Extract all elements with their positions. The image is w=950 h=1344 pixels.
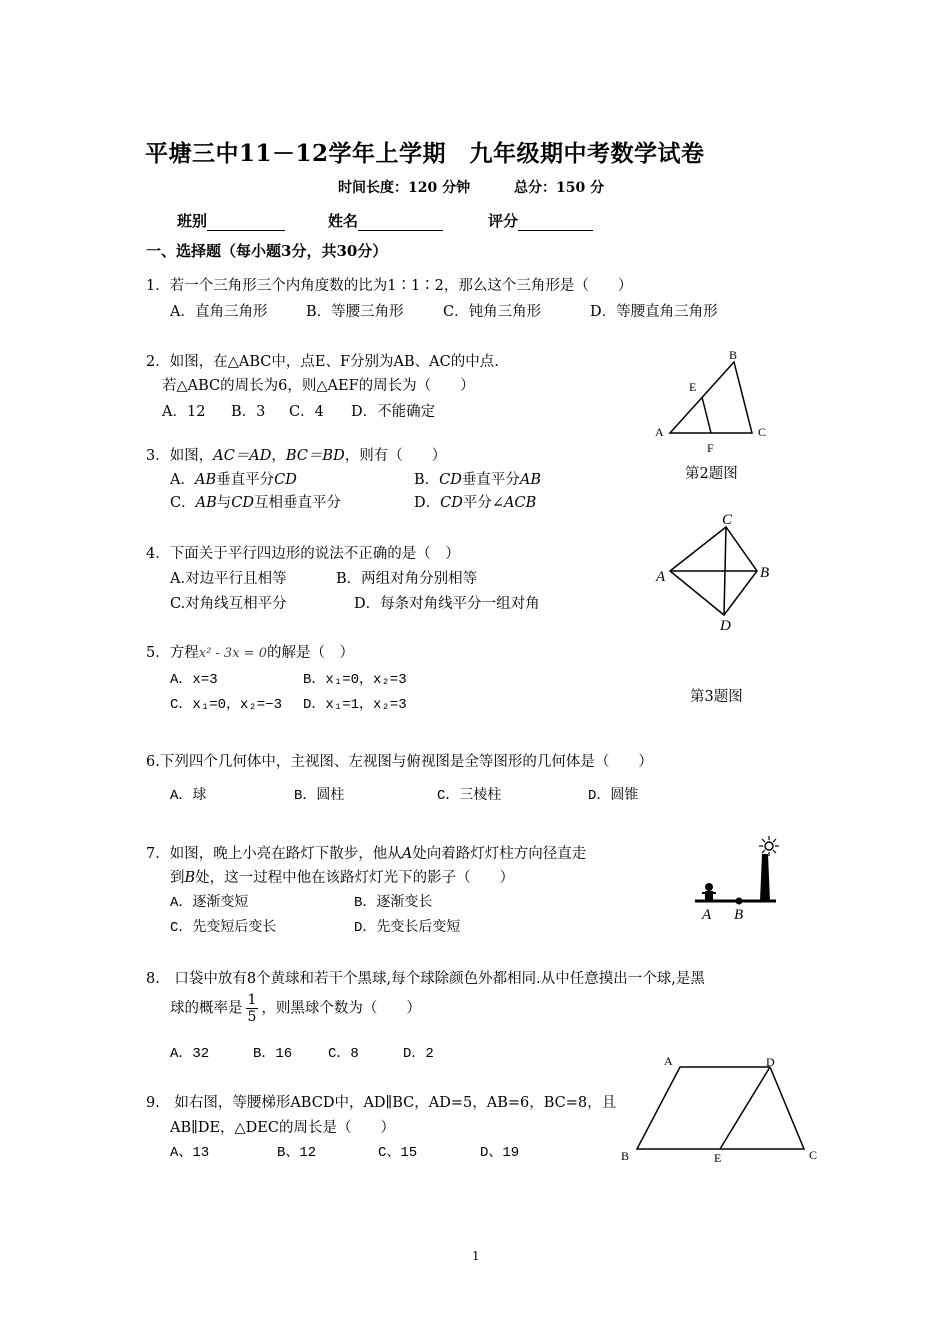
q9-stem-line1: 9. 如右图，等腰梯形ABCD中，AD∥BC，AD=5，AB=6，BC=8，且 (146, 1095, 617, 1111)
name-blank (358, 212, 443, 231)
page-number: 1 (472, 1249, 480, 1263)
q5-option-a[interactable]: A．x=3 (170, 672, 218, 688)
q5-stem: 5．方程x² - 3x = 0的解是（ ） (146, 645, 354, 661)
q3-kite-figure (650, 508, 780, 636)
q2-option-b[interactable]: B．3 (231, 404, 266, 420)
q7-stem-line1: 7．如图，晚上小亮在路灯下散步，他从A处向着路灯灯柱方向径直走 (146, 846, 587, 862)
exam-duration: 时间长度：120 分钟 (338, 180, 471, 196)
q1-option-b[interactable]: B．等腰三角形 (306, 304, 404, 320)
q9-option-a[interactable]: A、13 (170, 1145, 210, 1161)
label-b: B (734, 907, 744, 923)
label-d: D (766, 1055, 775, 1069)
q1-option-a[interactable]: A．直角三角形 (170, 304, 268, 320)
lamp-post-icon (760, 854, 770, 901)
q2-triangle-figure (650, 345, 775, 457)
q9-option-c[interactable]: C、15 (378, 1145, 418, 1161)
q8-option-d[interactable]: D．2 (403, 1046, 434, 1062)
score-blank (518, 212, 593, 231)
q2-stem-line2: 若△ABC的周长为6，则△AEF的周长为（ ） (162, 378, 475, 394)
q6-stem: 6.下列四个几何体中，主视图、左视图与俯视图是全等图形的几何体是（ ） (146, 754, 653, 770)
exam-total-score: 总分：150 分 (514, 180, 605, 196)
label-e: E (689, 380, 697, 394)
label-f: F (707, 441, 714, 455)
q8-option-b[interactable]: B．16 (253, 1046, 293, 1062)
q8-option-c[interactable]: C．8 (328, 1046, 359, 1062)
q2-figure-caption: 第2题图 (685, 466, 738, 482)
section-heading: 一、选择题（每小题3分，共30分） (146, 242, 388, 260)
q2-option-a[interactable]: A．12 (162, 404, 206, 420)
q9-trapezoid-figure (615, 1050, 825, 1168)
label-a: A (655, 425, 664, 439)
q6-option-c[interactable]: C．三棱柱 (437, 788, 502, 804)
q4-option-c[interactable]: C.对角线互相平分 (170, 596, 287, 612)
lamp-light-icon (765, 842, 773, 850)
score-field[interactable] (488, 210, 593, 231)
person-icon (702, 883, 716, 900)
q3-option-d[interactable]: D．CD平分∠ACB (414, 495, 537, 511)
label-c: C (809, 1148, 818, 1162)
q3-option-b[interactable]: B．CD垂直平分AB (414, 472, 542, 488)
label-e: E (714, 1151, 722, 1165)
q4-stem: 4．下面关于平行四边形的说法不正确的是（ ） (146, 546, 460, 562)
q9-stem-line2: AB∥DE，△DEC的周长是（ ） (170, 1120, 395, 1136)
label-a: A (702, 907, 712, 923)
class-field[interactable] (177, 210, 285, 231)
q6-option-a[interactable]: A．球 (170, 788, 207, 804)
q2-option-d[interactable]: D．不能确定 (351, 404, 436, 420)
q3-figure-caption: 第3题图 (690, 689, 743, 705)
q3-option-c[interactable]: C．AB与CD互相垂直平分 (170, 495, 341, 511)
q4-option-a[interactable]: A.对边平行且相等 (170, 571, 287, 587)
q8-stem-line1: 8. 口袋中放有8个黄球和若干个黑球,每个球除颜色外都相同.从中任意摸出一个球,是黑 (146, 971, 705, 987)
point-b-dot (736, 898, 743, 905)
q3-stem: 3．如图，AC＝AD，BC＝BD，则有（ ） (146, 448, 447, 464)
q7-stem-line2: 到B处，这一过程中他在该路灯灯光下的影子（ ） (170, 870, 515, 886)
q1-option-d[interactable]: D．等腰直角三角形 (590, 304, 718, 320)
light-rays-icon (759, 836, 779, 856)
q7-option-d[interactable]: D．先变长后变短 (354, 920, 461, 936)
q5-option-b[interactable]: B．x₁=0，x₂=3 (303, 672, 407, 688)
q7-option-c[interactable]: C．先变短后变长 (170, 920, 277, 936)
label-b: B (729, 348, 738, 362)
label-a: A (664, 1054, 673, 1068)
q8-option-a[interactable]: A．32 (170, 1046, 210, 1062)
diagonal-cd (724, 527, 726, 615)
q7-option-a[interactable]: A．逐渐变短 (170, 895, 249, 911)
label-b: B (621, 1149, 630, 1163)
q6-option-b[interactable]: B．圆柱 (294, 788, 345, 804)
class-blank (207, 212, 285, 231)
label-d: D (720, 618, 731, 634)
name-field[interactable] (328, 210, 443, 231)
label-b: B (760, 565, 770, 581)
q2-stem-line1: 2．如图，在△ABC中，点E、F分别为AB、AC的中点. (146, 354, 499, 370)
q9-option-b[interactable]: B、12 (277, 1145, 317, 1161)
q8-fraction: $\frac{1}{5}$ (247, 992, 257, 1026)
q4-option-d[interactable]: D．每条对角线平分一组对角 (354, 596, 540, 612)
q9-option-d[interactable]: D、19 (480, 1145, 520, 1161)
q8-stem-line2: 球的概率是 $\frac{1}{5}$ ，则黑球个数为（ ） (170, 992, 421, 1026)
q7-option-b[interactable]: B．逐渐变长 (354, 895, 433, 911)
label-c: C (758, 425, 767, 439)
q5-option-d[interactable]: D．x₁=1，x₂=3 (303, 697, 407, 713)
q1-stem: 1．若一个三角形三个内角度数的比为1∶1∶2，那么这个三角形是（ ） (146, 278, 633, 294)
q3-option-a[interactable]: A．AB垂直平分CD (170, 472, 297, 488)
class-label: 班别 (177, 212, 208, 230)
score-label: 评分 (488, 212, 519, 230)
q4-option-b[interactable]: B．两组对角分别相等 (336, 571, 478, 587)
q5-option-c[interactable]: C．x₁=0，x₂=−3 (170, 697, 283, 713)
q2-option-c[interactable]: C．4 (289, 404, 324, 420)
segment-ef (702, 397, 711, 433)
label-c: C (722, 512, 733, 528)
q5-equation: x² - 3x = 0 (198, 646, 267, 661)
q1-option-c[interactable]: C．钝角三角形 (443, 304, 542, 320)
segment-de (720, 1067, 770, 1149)
page-title: 平塘三中11－12学年上学期 九年级期中考数学试卷 (145, 140, 705, 167)
triangle-abc (670, 362, 752, 433)
label-a: A (656, 569, 666, 585)
q6-option-d[interactable]: D．圆锥 (588, 788, 639, 804)
q7-streetlamp-figure (690, 832, 790, 924)
trapezoid-abcd (637, 1067, 804, 1149)
name-label: 姓名 (328, 212, 359, 230)
